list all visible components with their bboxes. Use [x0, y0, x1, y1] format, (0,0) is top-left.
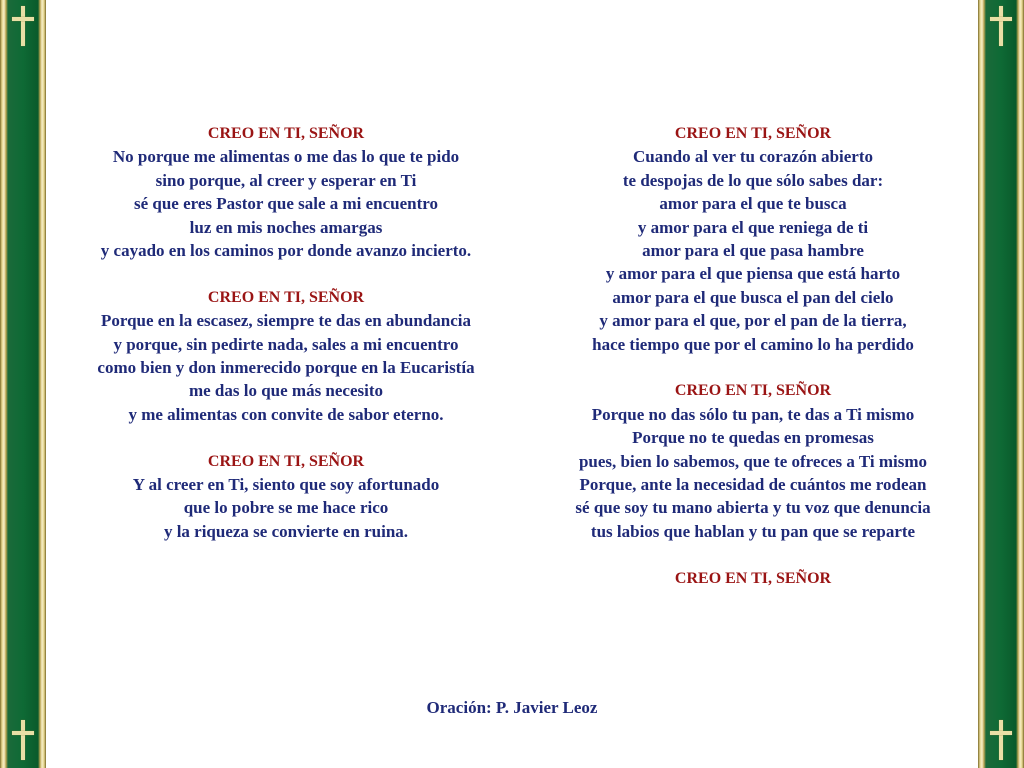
verse-line: y la riqueza se convierte en ruina.	[163, 521, 409, 541]
stanza-heading: CREO EN TI, SEÑOR	[674, 382, 832, 400]
stanza-heading: CREO EN TI, SEÑOR	[674, 125, 832, 142]
stanza	[530, 379, 976, 543]
verse-line: y porque, sin pedirte nada, sales a mi encuentro	[113, 334, 459, 354]
verse-line: te despojas de lo que sólo sabes dar:	[622, 170, 884, 190]
stanza	[60, 122, 512, 262]
stanza	[530, 122, 976, 356]
verse-line: Y al creer en Ti, siento que soy afortunado	[132, 475, 440, 495]
verse-line: sé que eres Pastor que sale a mi encuentro	[133, 194, 439, 214]
stanza-heading: CREO EN TI, SEÑOR	[207, 452, 365, 470]
verse-line: hace tiempo que por el camino lo ha perdido	[592, 334, 914, 354]
left-column	[60, 122, 512, 567]
right-border	[978, 0, 1024, 768]
verse-line: y amor para el que, por el pan de la tierra,	[599, 311, 907, 331]
verse-line: Porque no das sólo tu pan, te das a Ti mismo	[591, 404, 915, 424]
verse-line: amor para el que busca el pan del cielo	[612, 287, 894, 307]
cross-icon	[8, 4, 38, 48]
verse-line: luz en mis noches amargas	[189, 217, 383, 237]
prayer-author: Oración: P. Javier Leoz	[426, 698, 598, 717]
verse-line: y me alimentas con convite de sabor eterno.	[128, 404, 444, 424]
verse-line: Cuando al ver tu corazón abierto	[632, 147, 874, 167]
verse-line: No porque me alimentas o me das lo que te pido	[112, 147, 460, 167]
verse-line: Porque en la escasez, siempre te das en abundancia	[100, 311, 472, 331]
verse-line: Porque no te quedas en promesas	[632, 428, 874, 448]
verse-line: sino porque, al creer y esperar en Ti	[155, 170, 417, 190]
verse-line: sé que soy tu mano abierta y tu voz que denuncia	[575, 498, 931, 518]
verse-line: que lo pobre se me hace rico	[183, 498, 389, 518]
verse-line: y amor para el que piensa que está harto	[605, 264, 901, 284]
stanza-heading: CREO EN TI, SEÑOR	[674, 569, 832, 587]
stanza	[530, 567, 976, 590]
verse-line: Porque, ante la necesidad de cuántos me rodean	[579, 475, 927, 495]
verse-line: amor para el que te busca	[659, 194, 847, 214]
stanza	[60, 286, 512, 426]
stanza-heading: CREO EN TI, SEÑOR	[207, 288, 365, 306]
verse-line: tus labios que hablan y tu pan que se reparte	[590, 521, 916, 541]
verse-line: pues, bien lo sabemos, que te ofreces a Ti mismo	[578, 451, 928, 471]
verse-line: y amor para el que reniega de ti	[637, 217, 869, 237]
cross-icon	[986, 4, 1016, 48]
right-column	[530, 122, 976, 613]
verse-line: como bien y don inmerecido porque en la Eucaristía	[97, 358, 475, 378]
verse-line: me das lo que más necesito	[188, 381, 384, 401]
stanza-heading: CREO EN TI, SEÑOR	[207, 125, 365, 142]
cross-icon	[8, 718, 38, 762]
left-border	[0, 0, 46, 768]
verse-line: y cayado en los caminos por donde avanzo incierto.	[100, 241, 472, 261]
verse-line: amor para el que pasa hambre	[642, 241, 864, 261]
cross-icon	[986, 718, 1016, 762]
stanza	[60, 450, 512, 544]
